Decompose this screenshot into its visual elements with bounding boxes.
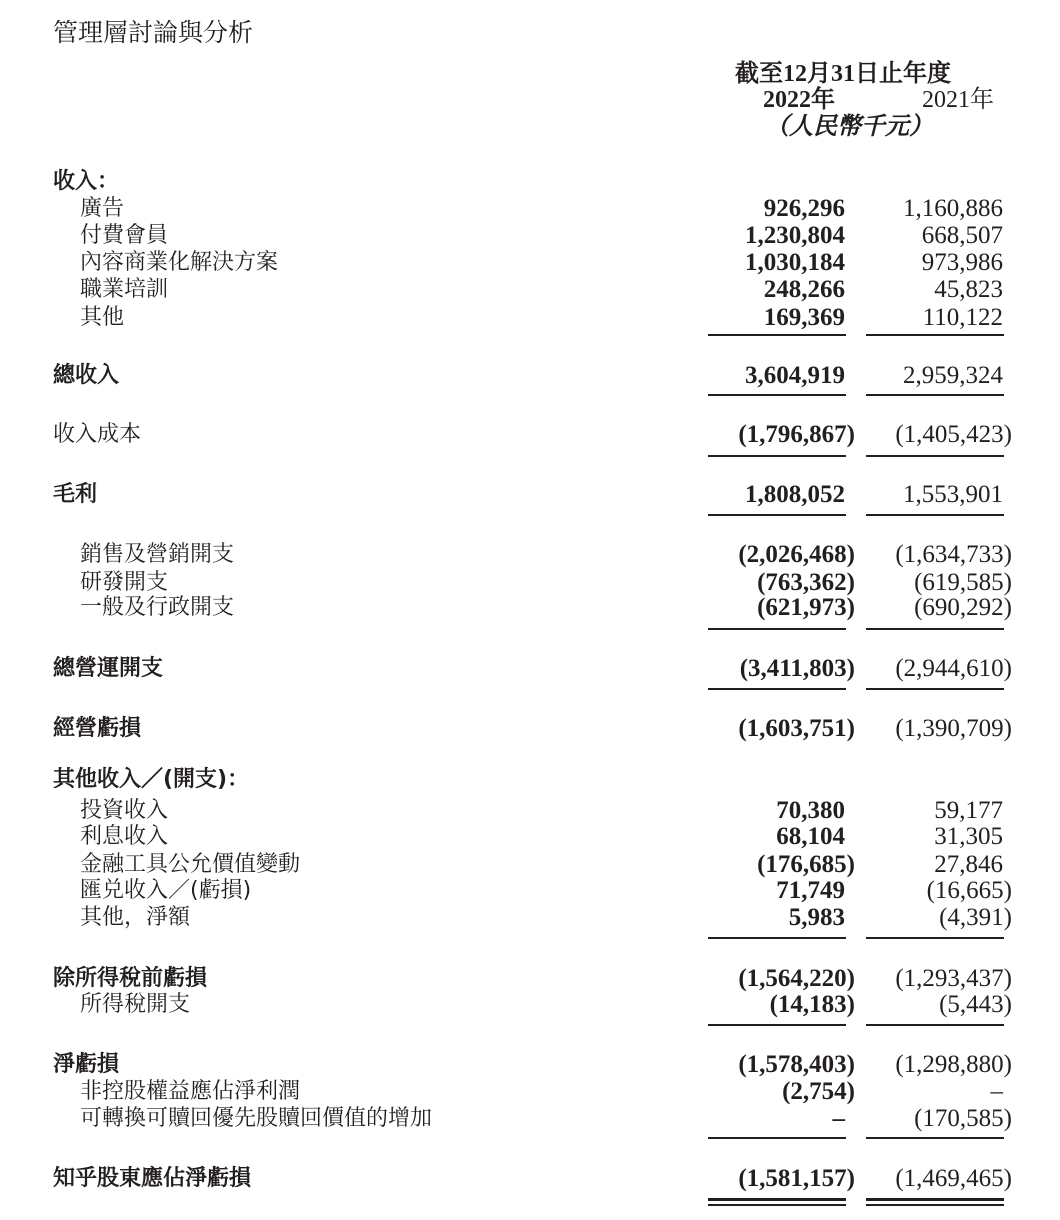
value-2022: (14,183) <box>769 991 855 1018</box>
value-2022: (2,026,468) <box>738 541 855 568</box>
value-2021: (170,585) <box>914 1105 1012 1132</box>
page-title: 管理層討論與分析 <box>53 18 254 47</box>
subtotal-rule <box>708 455 846 457</box>
row-label: 知乎股東應佔淨虧損 <box>53 1166 252 1191</box>
subtotal-rule <box>866 1137 1004 1139</box>
value-2022: (1,796,867) <box>738 421 855 448</box>
value-2022: (621,973) <box>757 594 855 621</box>
row-label: 內容商業化解決方案 <box>80 250 279 275</box>
row-label: 所得稅開支 <box>80 992 191 1017</box>
row-label: 可轉換可贖回優先股贖回價值的增加 <box>80 1106 433 1131</box>
value-2021: (1,634,733) <box>895 541 1012 568</box>
row-label: 投資收入 <box>80 798 169 823</box>
value-2022: 1,808,052 <box>745 481 845 508</box>
value-2021: (5,443) <box>939 991 1012 1018</box>
row-label: 銷售及營銷開支 <box>80 542 235 567</box>
value-2022: – <box>832 1105 845 1132</box>
subtotal-rule <box>708 937 846 939</box>
row-label: 淨虧損 <box>53 1052 120 1077</box>
row-label: 廣告 <box>80 196 125 221</box>
value-2021: 27,846 <box>934 851 1003 878</box>
value-2021: (1,293,437) <box>895 965 1012 992</box>
value-2022: (1,578,403) <box>738 1051 855 1078</box>
row-label: 經營虧損 <box>53 716 142 741</box>
value-2022: 5,983 <box>788 904 845 931</box>
subtotal-rule <box>866 394 1004 396</box>
value-2021: 31,305 <box>934 823 1003 850</box>
subtotal-rule <box>866 455 1004 457</box>
value-2021: 973,986 <box>921 249 1003 276</box>
year-2022-header: 2022年 <box>763 87 835 113</box>
row-label: 總收入 <box>53 363 120 388</box>
row-label: 其他 <box>80 305 125 330</box>
value-2022: 169,369 <box>763 304 845 331</box>
row-label: 非控股權益應佔淨利潤 <box>80 1079 301 1104</box>
period-header: 截至12月31日止年度 <box>735 61 951 87</box>
total-double-rule <box>866 1204 1004 1206</box>
subtotal-rule <box>866 334 1004 336</box>
value-2022: 68,104 <box>776 823 845 850</box>
value-2022: 1,230,804 <box>745 222 845 249</box>
value-2021: (2,944,610) <box>895 655 1012 682</box>
subtotal-rule <box>708 394 846 396</box>
subtotal-rule <box>708 688 846 690</box>
value-2021: (1,405,423) <box>895 421 1012 448</box>
total-double-rule <box>708 1204 846 1206</box>
year-2021-header: 2021年 <box>922 87 994 113</box>
subtotal-rule <box>708 334 846 336</box>
value-2022: 70,380 <box>776 797 845 824</box>
row-label: 付費會員 <box>80 223 169 248</box>
row-label: 利息收入 <box>80 824 169 849</box>
row-label: 除所得稅前虧損 <box>53 966 208 991</box>
value-2021: (1,469,465) <box>895 1165 1012 1192</box>
value-2021: (1,298,880) <box>895 1051 1012 1078</box>
row-label: 收入成本 <box>53 422 142 447</box>
value-2021: 45,823 <box>934 276 1003 303</box>
value-2021: 668,507 <box>921 222 1003 249</box>
value-2022: 1,030,184 <box>745 249 845 276</box>
value-2021: (619,585) <box>914 569 1012 596</box>
row-label: 研發開支 <box>80 570 169 595</box>
value-2022: 248,266 <box>763 276 845 303</box>
total-double-rule <box>708 1198 846 1201</box>
value-2022: 926,296 <box>763 195 845 222</box>
row-label: 匯兑收入／(虧損) <box>80 878 252 903</box>
subtotal-rule <box>866 688 1004 690</box>
value-2021: 1,160,886 <box>903 195 1003 222</box>
value-2021: (16,665) <box>926 877 1012 904</box>
subtotal-rule <box>866 628 1004 630</box>
row-label: 職業培訓 <box>80 277 169 302</box>
subtotal-rule <box>866 514 1004 516</box>
value-2022: (763,362) <box>757 569 855 596</box>
value-2021: 2,959,324 <box>903 362 1003 389</box>
subtotal-rule <box>708 514 846 516</box>
value-2022: 3,604,919 <box>745 362 845 389</box>
row-label: 其他，淨額 <box>80 905 191 930</box>
value-2021: 110,122 <box>922 304 1003 331</box>
value-2022: (1,564,220) <box>738 965 855 992</box>
row-label: 收入： <box>53 169 120 194</box>
subtotal-rule <box>708 1137 846 1139</box>
row-label: 一般及行政開支 <box>80 595 235 620</box>
total-double-rule <box>866 1198 1004 1201</box>
value-2022: (1,603,751) <box>738 715 855 742</box>
value-2022: 71,749 <box>776 877 845 904</box>
value-2021: (4,391) <box>939 904 1012 931</box>
subtotal-rule <box>866 937 1004 939</box>
value-2021: 59,177 <box>934 797 1003 824</box>
value-2022: (3,411,803) <box>739 655 855 682</box>
row-label: 毛利 <box>53 482 98 507</box>
row-label: 其他收入／(開支)： <box>53 767 250 792</box>
value-2022: (2,754) <box>782 1078 855 1105</box>
subtotal-rule <box>866 1024 1004 1026</box>
subtotal-rule <box>708 628 846 630</box>
row-label: 總營運開支 <box>53 656 164 681</box>
value-2021: (1,390,709) <box>895 715 1012 742</box>
subtotal-rule <box>708 1024 846 1026</box>
row-label: 金融工具公允價值變動 <box>80 852 301 877</box>
unit-header: （人民幣千元） <box>765 114 933 140</box>
value-2021: 1,553,901 <box>903 481 1003 508</box>
value-2022: (176,685) <box>757 851 855 878</box>
value-2021: – <box>990 1078 1003 1105</box>
value-2021: (690,292) <box>914 594 1012 621</box>
value-2022: (1,581,157) <box>738 1165 855 1192</box>
